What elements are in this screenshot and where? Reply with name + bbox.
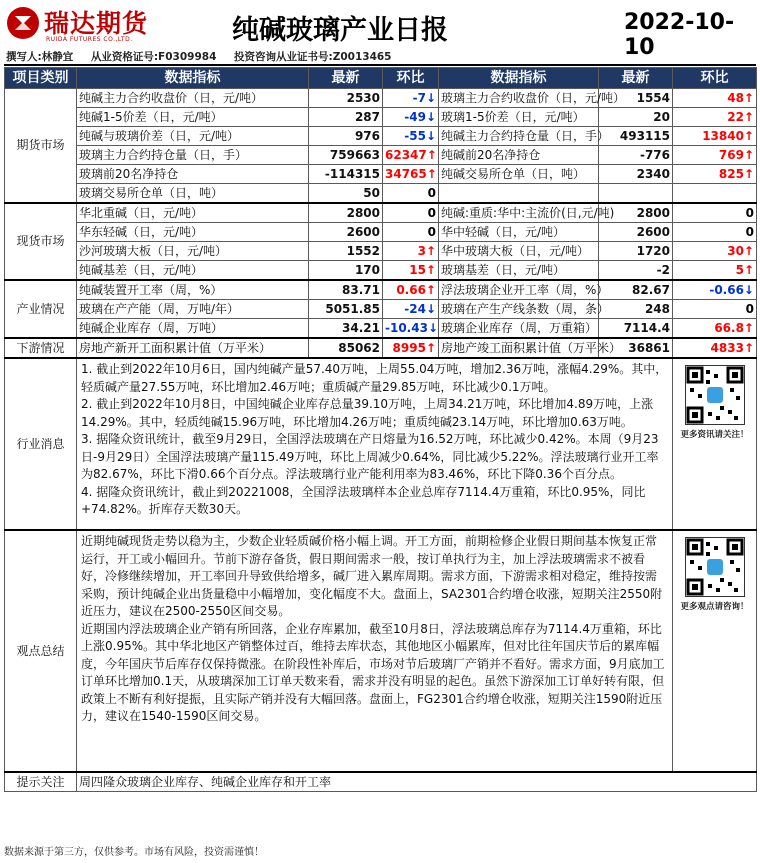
- indicator-cell: 华中玻璃大板（日，元/吨）: [439, 242, 599, 261]
- news-item: 3. 据隆众资讯统计，截至9月29日，全国浮法玻璃在产日熔量为16.52万吨，环比减少0.42%。本周（9月23日-9月29日）全国浮法玻璃产量115.49万吨，环比上周减少0.64%，同比减少5.22%。浮法玻璃行业开工率为82.67%，环比下滑0.66个百分点。浮法玻璃行业产能利用率为83.46%，环比下降0.36个百分点。: [81, 432, 659, 481]
- table-row: [5, 184, 757, 204]
- indicator-cell: 纯碱基差（日，元/吨）: [77, 261, 309, 281]
- indicator-cell: 沙河玻璃大板（日，元/吨）: [77, 242, 309, 261]
- table-row: [5, 165, 757, 184]
- table-row: [5, 261, 757, 281]
- qr-code-icon: [685, 537, 745, 597]
- indicator-cell: 玻璃前20名净持仓: [77, 165, 309, 184]
- latest-value-cell: 2340: [599, 165, 673, 184]
- latest-value-cell: 2800: [309, 203, 383, 223]
- indicator-cell: 华东轻碱（日，元/吨）: [77, 223, 309, 242]
- indicator-cell: 纯碱主力合约持仓量（日，手）: [439, 127, 599, 146]
- change-value-cell: 5↑: [673, 261, 757, 281]
- header-divider: [4, 64, 756, 66]
- table-row: [5, 242, 757, 261]
- change-value-cell: -55↓: [383, 127, 439, 146]
- change-value-cell: -7↓: [383, 89, 439, 108]
- indicator-cell: 纯碱前20名净持仓: [439, 146, 599, 165]
- category-cell: 下游情况: [5, 338, 77, 358]
- report-date: 2022-10-10: [624, 10, 735, 60]
- latest-value-cell: 1720: [599, 242, 673, 261]
- header-change: 环比: [383, 68, 439, 89]
- indicator-cell: 纯碱:重质:华中:主流价(日,元/吨): [439, 203, 599, 223]
- indicator-cell: 纯碱企业库存（周，万吨）: [77, 319, 309, 339]
- header-indicator: 数据指标: [77, 68, 309, 89]
- report-table: [4, 67, 757, 792]
- change-value-cell: 30↑: [673, 242, 757, 261]
- latest-value-cell: 36861: [599, 338, 673, 358]
- table-row: [5, 280, 757, 300]
- view-text-cell: [77, 530, 673, 772]
- news-item: 2. 截止到2022年10月8日，中国纯碱企业库存总量39.10万吨，上周34.21万吨，环比增加4.89万吨，上涨14.29%。其中，轻质纯碱15.96万吨，环比增加4.26万吨；重质纯碱23.14万吨，环比增加0.63万吨。: [81, 397, 654, 429]
- table-row: [5, 338, 757, 358]
- table-row: [5, 203, 757, 223]
- table-row: [5, 223, 757, 242]
- brand-name: 瑞达期货: [44, 9, 149, 38]
- change-value-cell: 13840↑: [673, 127, 757, 146]
- change-value-cell: 0: [673, 203, 757, 223]
- view-paragraph: 近期国内浮法玻璃企业产销有所回落，企业存库累加，截至10月8日，浮法玻璃总库存为7114.4万重箱，环比上涨0.95%。其中华北地区产销整体过百，维持去库状态，其他地区小幅累库，但对比往年国庆节后的累库幅度，今年国庆节后库存仅保持微涨。在阶段性补库后，市场对节后玻璃厂产销并不看好。需求方面，9月底加工订单环比增加0.1天，从玻璃深加工订单天数来看，需求并没有明显的起色。虽然下游深加工订单好转有限，但政策上不断有利好提振，且实际产销并没有大幅回落。盘面上，FG2301合约增仓收涨，短期关注1590附近压力，建议在1540-1590区间交易。: [81, 621, 665, 723]
- qr-view-cell: [673, 530, 757, 772]
- change-value-cell: -0.66↓: [673, 280, 757, 300]
- indicator-cell: 纯碱与玻璃价差（日，元/吨）: [77, 127, 309, 146]
- news-item: 1. 截止到2022年10月6日，国内纯碱产量57.40万吨，上周55.04万吨，增加2.36万吨，涨幅4.29%。其中，轻质碱产量27.55万吨，环比增加2.46万吨；重质碱产量29.85万吨，环比减少0.1万吨。: [81, 362, 668, 394]
- table-row: [5, 89, 757, 108]
- latest-value-cell: 287: [309, 108, 383, 127]
- table-header-row: [5, 68, 757, 89]
- latest-value-cell: 82.67: [599, 280, 673, 300]
- news-item: 4. 据隆众资讯统计，截止到20221008，全国浮法玻璃样本企业总库存7114.4万重箱，环比0.95%，同比+74.82%。折库存天数30天。: [81, 484, 646, 516]
- table-row: [5, 108, 757, 127]
- change-value-cell: 15↑: [383, 261, 439, 281]
- latest-value-cell: 248: [599, 300, 673, 319]
- category-cell: 现货市场: [5, 203, 77, 280]
- latest-value-cell: 2800: [599, 203, 673, 223]
- indicator-cell: 房地产新开工面积累计值（万平米）: [77, 338, 309, 358]
- latest-value-cell: -2: [599, 261, 673, 281]
- latest-value-cell: 85062: [309, 338, 383, 358]
- latest-value-cell: 5051.85: [309, 300, 383, 319]
- change-value-cell: 22↑: [673, 108, 757, 127]
- change-value-cell: 66.8↑: [673, 319, 757, 339]
- change-value-cell: 0: [383, 223, 439, 242]
- indicator-cell: 纯碱主力合约收盘价（日，元/吨）: [77, 89, 309, 108]
- latest-value-cell: 2530: [309, 89, 383, 108]
- change-value-cell: -24↓: [383, 300, 439, 319]
- table-row: [5, 146, 757, 165]
- table-row: [5, 300, 757, 319]
- latest-value-cell: 170: [309, 261, 383, 281]
- latest-value-cell: 1554: [599, 89, 673, 108]
- change-value-cell: 34765↑: [383, 165, 439, 184]
- author-name: 撰写人:林静宜: [6, 51, 74, 63]
- news-row: [5, 358, 757, 530]
- indicator-cell: 玻璃在产生产线条数（周，条）: [439, 300, 599, 319]
- indicator-cell: 华中轻碱（日，元/吨）: [439, 223, 599, 242]
- author-line: [6, 49, 406, 64]
- brand-name-en: RUIDA FUTURES CO.,LTD.: [46, 36, 133, 43]
- change-value-cell: 769↑: [673, 146, 757, 165]
- change-value-cell: 62347↑: [383, 146, 439, 165]
- qr-caption: 更多观点请咨询！: [680, 602, 749, 612]
- indicator-cell: 玻璃在产产能（周，万吨/年）: [77, 300, 309, 319]
- latest-value-cell: 7114.4: [599, 319, 673, 339]
- tip-text-cell: 周四隆众玻璃企业库存、纯碱企业库存和开工率: [77, 772, 757, 792]
- change-value-cell: 0: [673, 223, 757, 242]
- tip-row: [5, 772, 757, 792]
- consulting-cert-number: 投资咨询从业证书号:Z0013465: [234, 51, 392, 63]
- qr-news-cell: [673, 358, 757, 530]
- indicator-cell: 华北重碱（日，元/吨）: [77, 203, 309, 223]
- indicator-cell: 纯碱1-5价差（日，元/吨）: [77, 108, 309, 127]
- latest-value-cell: 83.71: [309, 280, 383, 300]
- change-value-cell: 0: [383, 184, 439, 204]
- qualification-number: 从业资格证号:F0309984: [90, 51, 217, 63]
- latest-value-cell: 2600: [599, 223, 673, 242]
- latest-value-cell: 976: [309, 127, 383, 146]
- latest-value-cell: -114315: [309, 165, 383, 184]
- latest-value-cell: [599, 184, 673, 204]
- indicator-cell: 纯碱交易所仓单（日，吨）: [439, 165, 599, 184]
- latest-value-cell: 1552: [309, 242, 383, 261]
- change-value-cell: 48↑: [673, 89, 757, 108]
- disclaimer-footer: 数据来源于第三方，仅供参考。市场有风险，投资需谨慎！: [4, 847, 264, 858]
- indicator-cell: 玻璃主力合约收盘价（日，元/吨）: [439, 89, 599, 108]
- category-cell: 行业消息: [5, 358, 77, 530]
- indicator-cell: 房地产竣工面积累计值（万平米）: [439, 338, 599, 358]
- category-cell: 观点总结: [5, 530, 77, 772]
- news-text-cell: [77, 358, 673, 530]
- change-value-cell: -49↓: [383, 108, 439, 127]
- change-value-cell: 8995↑: [383, 338, 439, 358]
- indicator-cell: 玻璃基差（日，元/吨）: [439, 261, 599, 281]
- indicator-cell: 浮法玻璃企业开工率（周，%）: [439, 280, 599, 300]
- header-indicator-right: 数据指标: [439, 68, 599, 89]
- qr-code-icon: [685, 365, 745, 425]
- change-value-cell: [673, 184, 757, 204]
- latest-value-cell: 2600: [309, 223, 383, 242]
- indicator-cell: [439, 184, 599, 204]
- change-value-cell: 0: [673, 300, 757, 319]
- header-category: 项目类别: [5, 68, 77, 89]
- latest-value-cell: 759663: [309, 146, 383, 165]
- header-latest: 最新: [309, 68, 383, 89]
- change-value-cell: 3↑: [383, 242, 439, 261]
- view-paragraph: 近期纯碱现货走势以稳为主，少数企业轻质碱价格小幅上调。开工方面，前期检修企业假日期间基本恢复正常运行，开工或小幅回升。节前下游存备货，假日期间需求一般，按订单执行为主，加上浮法玻璃需求不被看好，冷修继续增加，开工率回升导致供给增多，碱厂进入累库周期。需求方面，下游需求相对稳定，维持按需采购，预计纯碱企业出货量稳中小幅增加，变化幅度不大。盘面上，SA2301合约增仓收涨，短期关注2550附近压力，建议在2500-2550区间交易。: [81, 534, 663, 618]
- change-value-cell: 4833↑: [673, 338, 757, 358]
- indicator-cell: 玻璃主力合约持仓量（日，手）: [77, 146, 309, 165]
- report-header: [0, 0, 760, 66]
- latest-value-cell: 493115: [599, 127, 673, 146]
- header-change-right: 环比: [673, 68, 757, 89]
- indicator-cell: 纯碱装置开工率（周，%）: [77, 280, 309, 300]
- category-cell: 产业情况: [5, 280, 77, 338]
- latest-value-cell: 34.21: [309, 319, 383, 339]
- latest-value-cell: -776: [599, 146, 673, 165]
- header-latest-right: 最新: [599, 68, 673, 89]
- change-value-cell: 0: [383, 203, 439, 223]
- indicator-cell: 玻璃交易所仓单（日，吨）: [77, 184, 309, 204]
- change-value-cell: -10.43↓: [383, 319, 439, 339]
- indicator-cell: 玻璃1-5价差（日，元/吨）: [439, 108, 599, 127]
- latest-value-cell: 20: [599, 108, 673, 127]
- change-value-cell: 825↑: [673, 165, 757, 184]
- category-cell: 期货市场: [5, 89, 77, 204]
- qr-caption: 更多资讯请关注！: [680, 430, 749, 440]
- indicator-cell: 玻璃企业库存（周，万重箱）: [439, 319, 599, 339]
- category-cell: 提示关注: [5, 772, 77, 792]
- latest-value-cell: 50: [309, 184, 383, 204]
- report-title: 纯碱玻璃产业日报: [232, 15, 448, 46]
- ruida-logo-icon: [6, 6, 40, 40]
- change-value-cell: 0.66↑: [383, 280, 439, 300]
- view-row: [5, 530, 757, 772]
- table-row: [5, 127, 757, 146]
- table-row: [5, 319, 757, 339]
